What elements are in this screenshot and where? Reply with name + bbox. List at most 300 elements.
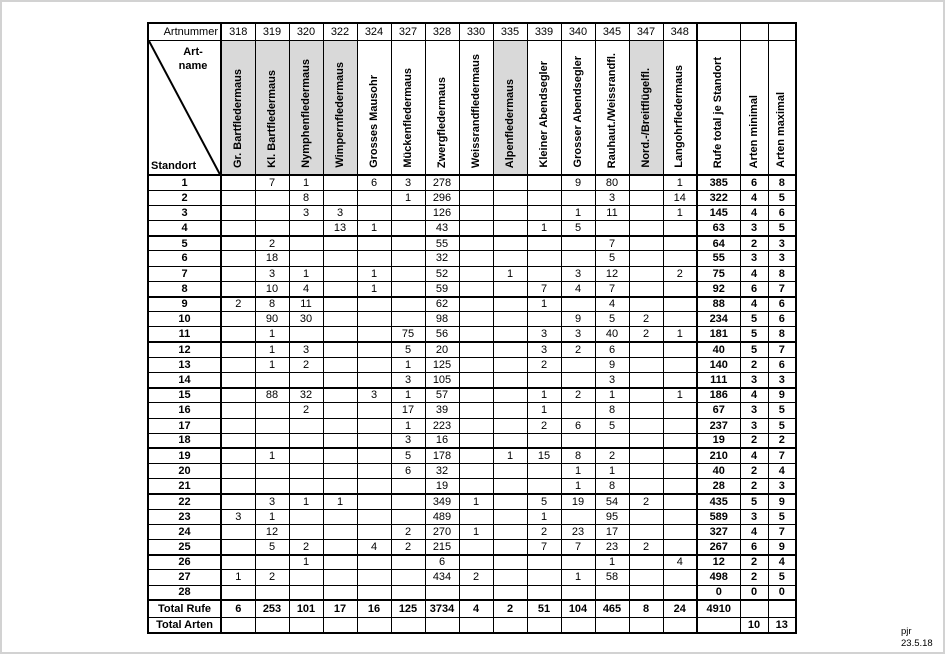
count-cell	[255, 464, 289, 479]
arten-max-cell: 8	[768, 327, 796, 342]
count-cell	[459, 433, 493, 448]
count-cell: 2	[527, 524, 561, 539]
artnummer-value: 322	[323, 23, 357, 40]
count-cell	[255, 221, 289, 236]
rufe-total-cell: 88	[697, 297, 740, 312]
count-cell	[459, 357, 493, 372]
count-cell: 32	[425, 251, 459, 266]
total-rufe-cell: 101	[289, 600, 323, 617]
count-cell: 1	[391, 418, 425, 433]
count-cell	[629, 570, 663, 585]
count-cell: 62	[425, 297, 459, 312]
table-row	[148, 464, 796, 479]
corner-cell	[148, 40, 221, 175]
arten-max-cell: 7	[768, 448, 796, 463]
artnummer-value: 340	[561, 23, 595, 40]
count-cell: 5	[391, 342, 425, 357]
count-cell: 1	[595, 464, 629, 479]
standort-label: 26	[148, 555, 221, 570]
count-cell: 2	[289, 403, 323, 418]
count-cell	[221, 236, 255, 251]
rufe-total-cell: 75	[697, 266, 740, 281]
count-cell: 13	[323, 221, 357, 236]
table-row	[148, 205, 796, 220]
species-name: Zwergfledermaus	[435, 76, 448, 168]
corner-label-name: name	[178, 59, 208, 72]
count-cell	[391, 509, 425, 524]
count-cell: 3	[289, 205, 323, 220]
table-row	[148, 175, 796, 190]
count-cell	[221, 403, 255, 418]
count-cell: 2	[255, 570, 289, 585]
arten-max-cell: 6	[768, 357, 796, 372]
count-cell: 2	[221, 297, 255, 312]
table-row	[148, 524, 796, 539]
arten-min-cell: 2	[740, 357, 768, 372]
rufe-total-cell: 0	[697, 585, 740, 600]
table-row	[148, 585, 796, 600]
count-cell: 11	[289, 297, 323, 312]
count-cell	[323, 418, 357, 433]
count-cell	[629, 372, 663, 387]
count-cell: 23	[561, 524, 595, 539]
rufe-total-cell: 327	[697, 524, 740, 539]
count-cell: 1	[357, 266, 391, 281]
total-rufe-cell: 104	[561, 600, 595, 617]
count-cell: 5	[391, 448, 425, 463]
count-cell: 1	[289, 494, 323, 509]
total-rufe-cell: 2	[493, 600, 527, 617]
count-cell	[357, 494, 391, 509]
total-rufe-cell: 17	[323, 600, 357, 617]
count-cell: 1	[663, 327, 697, 342]
standort-label: 21	[148, 479, 221, 494]
count-cell	[527, 372, 561, 387]
count-cell	[459, 509, 493, 524]
count-cell	[527, 585, 561, 600]
arten-min-cell: 5	[740, 327, 768, 342]
count-cell: 1	[527, 403, 561, 418]
count-cell	[391, 555, 425, 570]
count-cell	[323, 190, 357, 205]
arten-min-cell: 4	[740, 524, 768, 539]
arten-min-cell: 4	[740, 297, 768, 312]
count-cell: 5	[595, 418, 629, 433]
count-cell	[493, 555, 527, 570]
standort-label: 25	[148, 540, 221, 555]
count-cell: 2	[629, 540, 663, 555]
count-cell	[561, 251, 595, 266]
count-cell	[561, 357, 595, 372]
count-cell	[629, 479, 663, 494]
count-cell: 3	[289, 342, 323, 357]
arten-min-cell: 2	[740, 479, 768, 494]
count-cell	[459, 281, 493, 296]
count-cell: 6	[595, 342, 629, 357]
species-name: Mückenfledermaus	[401, 68, 414, 168]
table-row	[148, 403, 796, 418]
count-cell: 3	[595, 372, 629, 387]
standort-label: 19	[148, 448, 221, 463]
count-cell	[323, 281, 357, 296]
standort-label: 23	[148, 509, 221, 524]
count-cell: 58	[595, 570, 629, 585]
species-header	[493, 40, 527, 175]
count-cell: 54	[595, 494, 629, 509]
count-cell: 32	[425, 464, 459, 479]
count-cell	[493, 281, 527, 296]
count-cell	[459, 236, 493, 251]
count-cell: 1	[323, 494, 357, 509]
arten-min-cell: 4	[740, 448, 768, 463]
count-cell	[663, 221, 697, 236]
arten-max-cell: 4	[768, 555, 796, 570]
count-cell	[493, 175, 527, 190]
count-cell	[459, 342, 493, 357]
corner-label-artname	[169, 45, 217, 74]
count-cell: 5	[595, 312, 629, 327]
summary-header	[740, 40, 768, 175]
count-cell	[527, 570, 561, 585]
standort-label: 5	[148, 236, 221, 251]
count-cell	[221, 433, 255, 448]
count-cell	[391, 297, 425, 312]
count-cell	[323, 433, 357, 448]
bat-survey-table	[147, 22, 797, 634]
standort-label: 2	[148, 190, 221, 205]
count-cell: 3	[255, 494, 289, 509]
count-cell: 2	[289, 540, 323, 555]
count-cell	[221, 190, 255, 205]
count-cell: 88	[255, 388, 289, 403]
empty-cell	[323, 617, 357, 633]
arten-min-cell: 3	[740, 221, 768, 236]
count-cell: 12	[595, 266, 629, 281]
arten-min-cell: 3	[740, 251, 768, 266]
arten-max-cell: 6	[768, 205, 796, 220]
arten-max-cell: 5	[768, 403, 796, 418]
count-cell	[663, 342, 697, 357]
rufe-total-cell: 140	[697, 357, 740, 372]
count-cell: 23	[595, 540, 629, 555]
count-cell	[493, 190, 527, 205]
count-cell	[357, 464, 391, 479]
count-cell: 2	[527, 357, 561, 372]
count-cell	[493, 524, 527, 539]
arten-max-cell: 3	[768, 372, 796, 387]
count-cell: 7	[527, 281, 561, 296]
count-cell	[391, 281, 425, 296]
count-cell	[459, 190, 493, 205]
table-row	[148, 221, 796, 236]
artnummer-label: Artnummer	[148, 23, 221, 40]
artnummer-value: 330	[459, 23, 493, 40]
standort-label: 13	[148, 357, 221, 372]
count-cell	[663, 281, 697, 296]
arten-min-cell: 2	[740, 555, 768, 570]
count-cell	[391, 251, 425, 266]
table-row	[148, 190, 796, 205]
count-cell	[323, 448, 357, 463]
count-cell	[391, 312, 425, 327]
artnummer-empty-cell	[740, 23, 768, 40]
count-cell	[357, 312, 391, 327]
table-row	[148, 357, 796, 372]
rufe-total-cell: 12	[697, 555, 740, 570]
total-arten-row	[148, 617, 796, 633]
count-cell	[561, 190, 595, 205]
species-name: Weissrandfledermaus	[469, 53, 482, 168]
species-header	[561, 40, 595, 175]
count-cell: 215	[425, 540, 459, 555]
rufe-total-cell: 267	[697, 540, 740, 555]
count-cell: 1	[527, 509, 561, 524]
footer-date: 23.5.18	[901, 637, 933, 649]
table-row	[148, 570, 796, 585]
footer-initials: pjr	[901, 626, 912, 637]
count-cell	[629, 281, 663, 296]
total-rufe-cell: 125	[391, 600, 425, 617]
standort-label: 14	[148, 372, 221, 387]
count-cell	[357, 524, 391, 539]
table-row	[148, 494, 796, 509]
count-cell	[663, 524, 697, 539]
count-cell	[221, 388, 255, 403]
count-cell	[527, 312, 561, 327]
arten-max-cell: 6	[768, 297, 796, 312]
count-cell: 75	[391, 327, 425, 342]
empty-cell	[697, 617, 740, 633]
standort-label: 1	[148, 175, 221, 190]
arten-max-cell: 7	[768, 281, 796, 296]
arten-min-cell: 6	[740, 175, 768, 190]
rufe-total-cell: 385	[697, 175, 740, 190]
artnummer-value: 339	[527, 23, 561, 40]
table-row	[148, 251, 796, 266]
count-cell: 6	[561, 418, 595, 433]
count-cell: 18	[255, 251, 289, 266]
count-cell	[629, 448, 663, 463]
standort-label: 20	[148, 464, 221, 479]
table-row	[148, 327, 796, 342]
species-name: Alpenfledermaus	[503, 78, 516, 168]
count-cell: 1	[357, 281, 391, 296]
species-header	[221, 40, 255, 175]
count-cell	[323, 251, 357, 266]
count-cell: 8	[255, 297, 289, 312]
total-rufe-cell: 24	[663, 600, 697, 617]
count-cell: 270	[425, 524, 459, 539]
count-cell	[459, 221, 493, 236]
count-cell	[663, 464, 697, 479]
count-cell: 3	[595, 190, 629, 205]
species-name: Kl. Bartfledermaus	[265, 70, 278, 168]
count-cell: 1	[595, 555, 629, 570]
count-cell: 1	[493, 266, 527, 281]
table-row	[148, 266, 796, 281]
count-cell	[629, 190, 663, 205]
count-cell	[493, 327, 527, 342]
count-cell	[663, 540, 697, 555]
count-cell	[221, 448, 255, 463]
count-cell	[221, 327, 255, 342]
total-rufe-cell: 4	[459, 600, 493, 617]
count-cell	[527, 266, 561, 281]
count-cell	[323, 524, 357, 539]
count-cell	[493, 312, 527, 327]
count-cell	[357, 585, 391, 600]
count-cell	[391, 221, 425, 236]
count-cell	[459, 448, 493, 463]
count-cell: 5	[595, 251, 629, 266]
total-rufe-cell: 253	[255, 600, 289, 617]
empty-cell	[595, 617, 629, 633]
count-cell: 3	[561, 327, 595, 342]
count-cell	[629, 524, 663, 539]
count-cell: 434	[425, 570, 459, 585]
total-rufe-row	[148, 600, 796, 617]
count-cell	[459, 297, 493, 312]
species-header	[255, 40, 289, 175]
corner-label-art: Art-	[183, 45, 203, 58]
count-cell: 2	[255, 236, 289, 251]
count-cell	[221, 555, 255, 570]
count-cell: 30	[289, 312, 323, 327]
count-cell: 1	[527, 388, 561, 403]
standort-label: 22	[148, 494, 221, 509]
arten-min-cell: 2	[740, 464, 768, 479]
count-cell: 98	[425, 312, 459, 327]
total-rufe-cell: 6	[221, 600, 255, 617]
count-cell	[221, 342, 255, 357]
table-row	[148, 433, 796, 448]
count-cell	[629, 509, 663, 524]
total-rufe-grand: 4910	[697, 600, 740, 617]
count-cell	[221, 372, 255, 387]
standort-label: 11	[148, 327, 221, 342]
count-cell: 1	[289, 266, 323, 281]
count-cell	[561, 433, 595, 448]
count-cell	[493, 388, 527, 403]
count-cell: 32	[289, 388, 323, 403]
total-arten-label: Total Arten	[148, 617, 221, 633]
count-cell	[561, 372, 595, 387]
standort-label: 24	[148, 524, 221, 539]
count-cell: 14	[663, 190, 697, 205]
table-row	[148, 281, 796, 296]
artnummer-value: 327	[391, 23, 425, 40]
species-name: Langohrfledermaus	[673, 65, 686, 168]
count-cell: 4	[595, 297, 629, 312]
table-row	[148, 540, 796, 555]
rufe-total-cell: 498	[697, 570, 740, 585]
summary-header	[768, 40, 796, 175]
species-header	[323, 40, 357, 175]
standort-label: 18	[148, 433, 221, 448]
standort-label: 6	[148, 251, 221, 266]
count-cell	[323, 357, 357, 372]
count-cell: 2	[391, 540, 425, 555]
count-cell	[459, 312, 493, 327]
count-cell	[221, 312, 255, 327]
arten-max-cell: 8	[768, 266, 796, 281]
count-cell	[391, 494, 425, 509]
empty-cell	[527, 617, 561, 633]
count-cell	[289, 524, 323, 539]
count-cell	[527, 464, 561, 479]
count-cell: 8	[289, 190, 323, 205]
count-cell: 8	[595, 403, 629, 418]
species-header	[527, 40, 561, 175]
empty-cell	[629, 617, 663, 633]
count-cell	[493, 570, 527, 585]
rufe-total-cell: 40	[697, 464, 740, 479]
count-cell	[289, 221, 323, 236]
count-cell	[357, 297, 391, 312]
count-cell: 39	[425, 403, 459, 418]
summary-name: Arten minimal	[747, 94, 760, 168]
species-name: Grosser Abendsegler	[571, 56, 584, 168]
count-cell	[663, 251, 697, 266]
count-cell	[595, 433, 629, 448]
arten-max-cell: 2	[768, 433, 796, 448]
count-cell: 1	[595, 388, 629, 403]
species-header	[459, 40, 493, 175]
count-cell: 55	[425, 236, 459, 251]
count-cell	[595, 585, 629, 600]
count-cell: 1	[493, 448, 527, 463]
rufe-total-cell: 40	[697, 342, 740, 357]
count-cell	[357, 327, 391, 342]
count-cell	[357, 357, 391, 372]
count-cell	[527, 479, 561, 494]
count-cell: 6	[357, 175, 391, 190]
count-cell: 9	[561, 175, 595, 190]
count-cell	[493, 585, 527, 600]
count-cell	[221, 357, 255, 372]
count-cell	[561, 403, 595, 418]
rufe-total-cell: 237	[697, 418, 740, 433]
count-cell	[629, 266, 663, 281]
species-name: Nord.-/Breitflügelfl.	[639, 68, 652, 168]
count-cell	[629, 236, 663, 251]
count-cell: 349	[425, 494, 459, 509]
count-cell	[323, 175, 357, 190]
summary-header	[697, 40, 740, 175]
count-cell: 40	[595, 327, 629, 342]
rufe-total-cell: 28	[697, 479, 740, 494]
count-cell: 3	[221, 509, 255, 524]
count-cell	[493, 494, 527, 509]
count-cell	[493, 251, 527, 266]
count-cell	[357, 479, 391, 494]
count-cell	[391, 205, 425, 220]
count-cell: 8	[595, 479, 629, 494]
count-cell	[255, 205, 289, 220]
arten-max-cell: 5	[768, 190, 796, 205]
count-cell	[629, 357, 663, 372]
count-cell: 52	[425, 266, 459, 281]
count-cell	[663, 418, 697, 433]
count-cell: 7	[595, 236, 629, 251]
table-row	[148, 372, 796, 387]
arten-max-cell: 9	[768, 388, 796, 403]
standort-label: 3	[148, 205, 221, 220]
arten-min-cell: 4	[740, 266, 768, 281]
rufe-total-cell: 234	[697, 312, 740, 327]
rufe-total-cell: 186	[697, 388, 740, 403]
count-cell	[221, 281, 255, 296]
